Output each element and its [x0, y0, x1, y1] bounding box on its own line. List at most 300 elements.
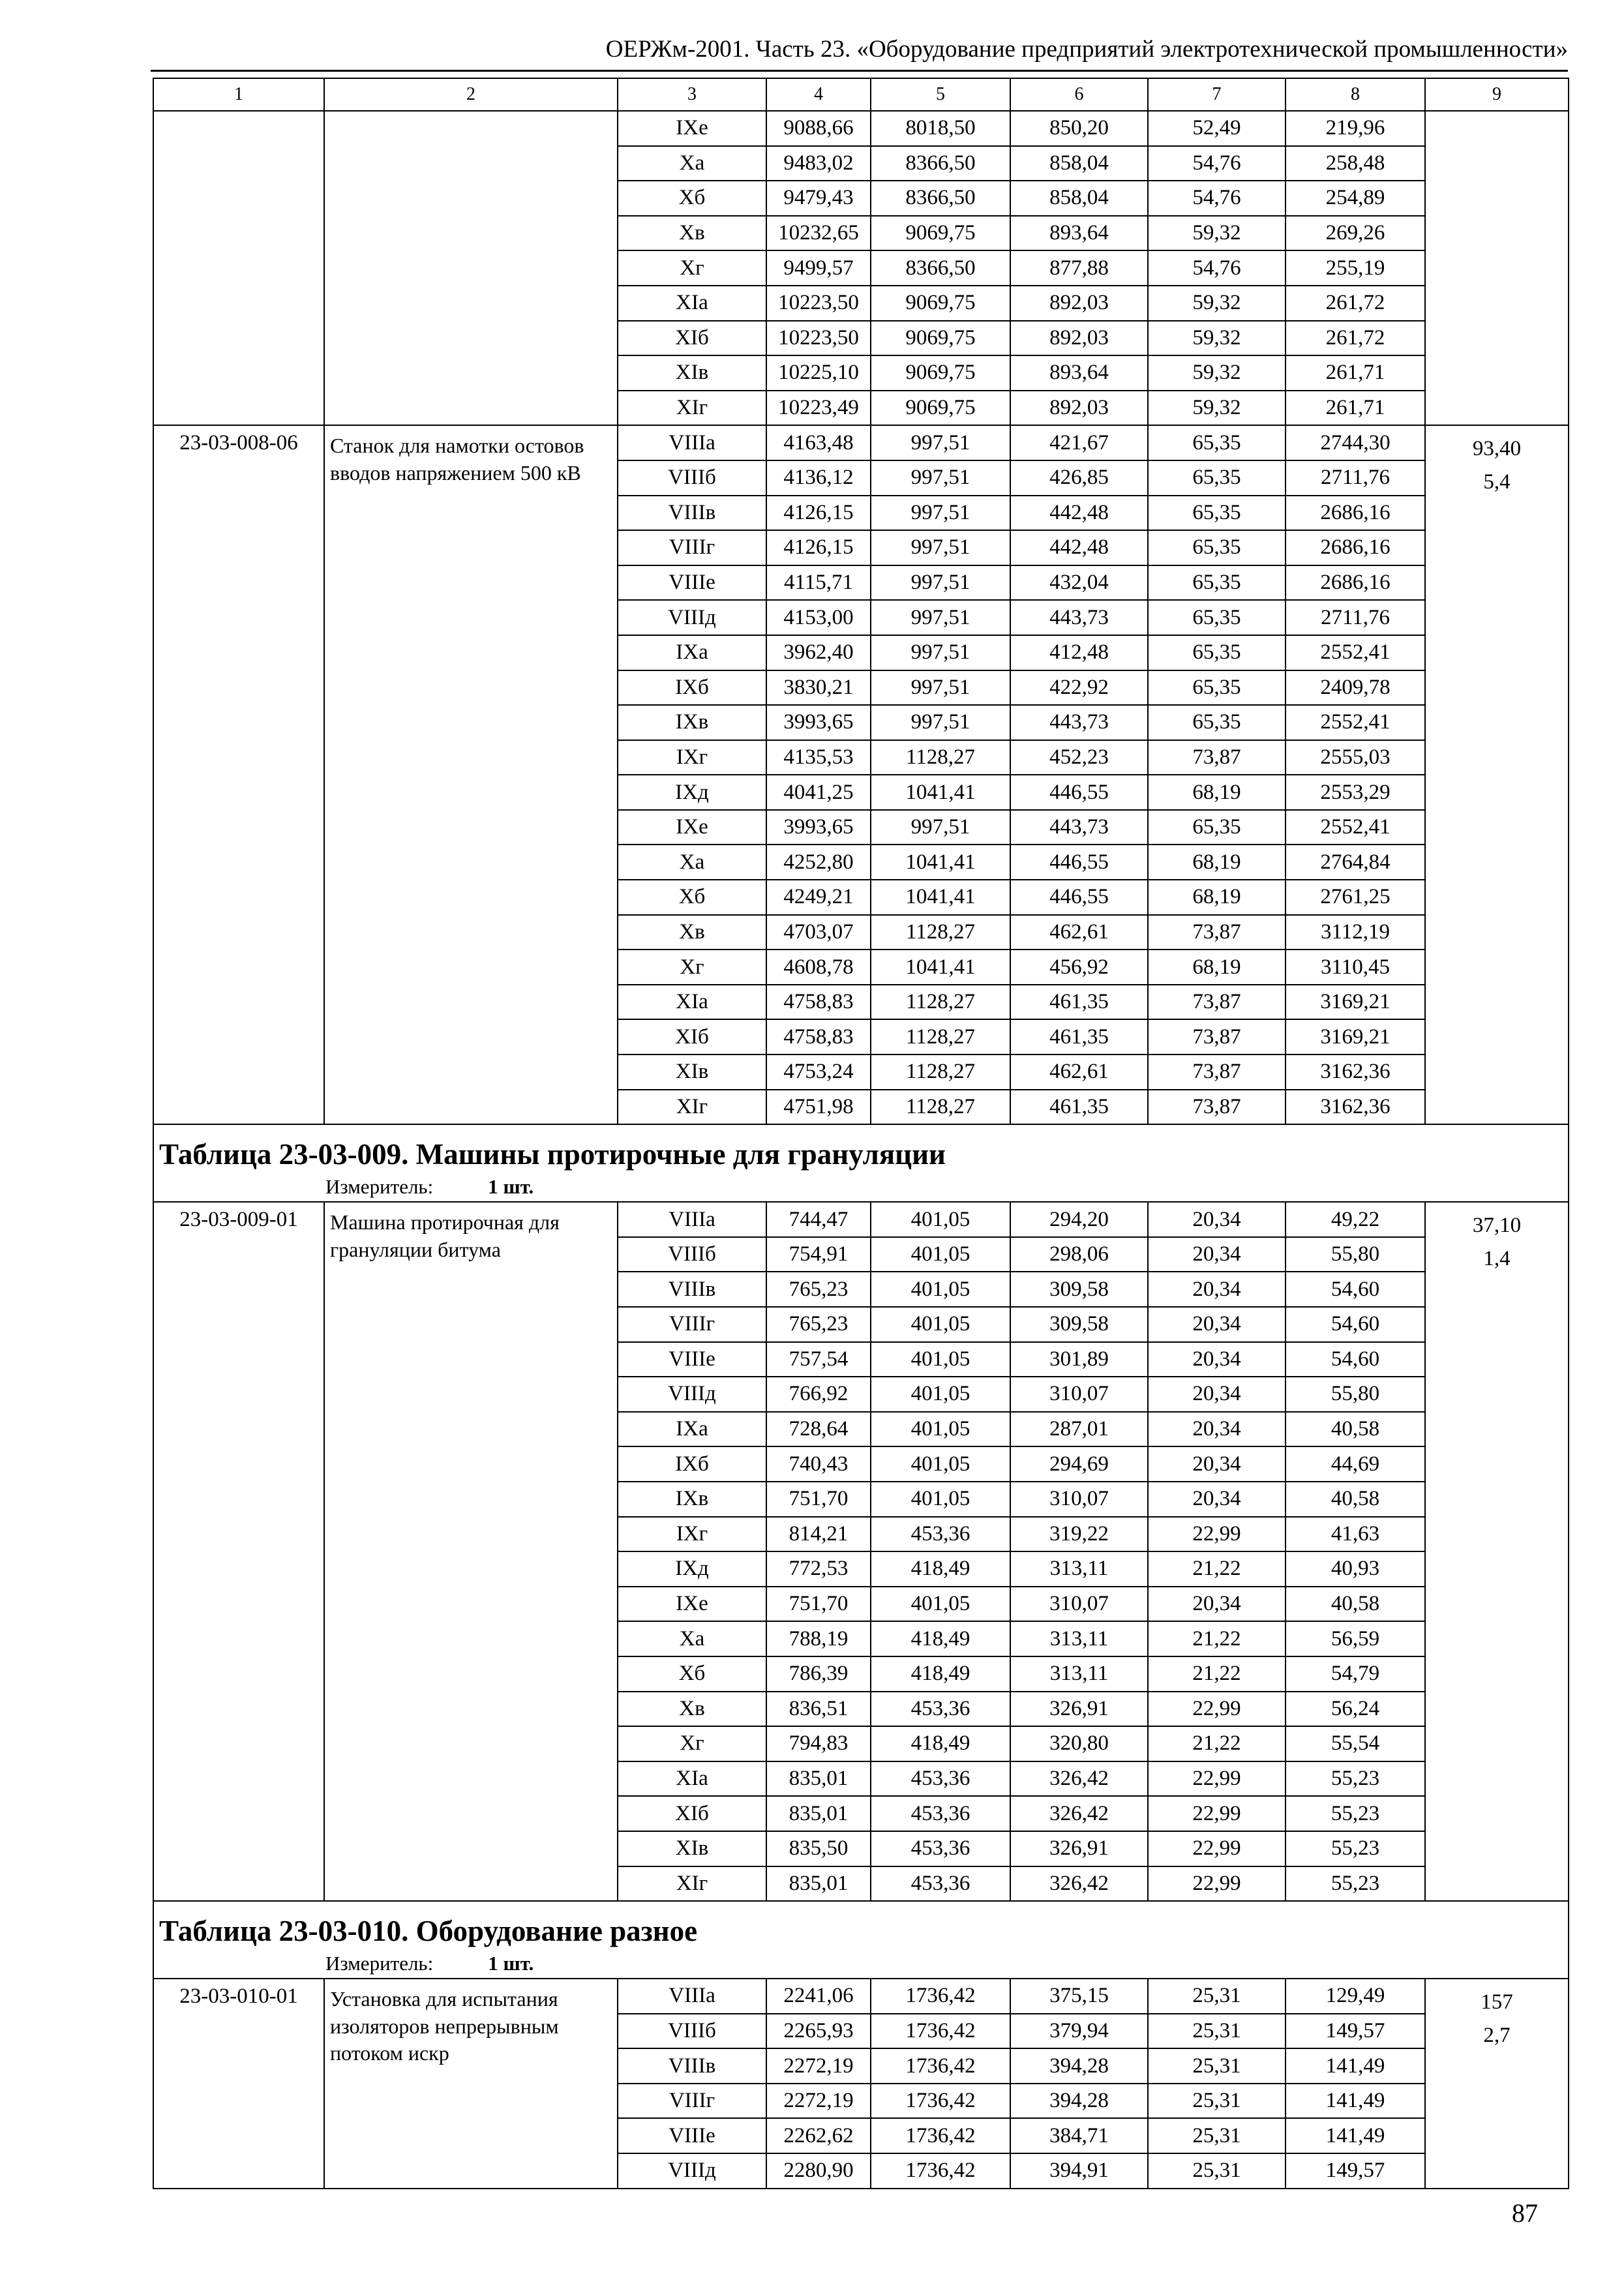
value-cell: 421,67: [1010, 425, 1148, 460]
value-cell: 65,35: [1148, 600, 1286, 635]
zone-cell: IXe: [618, 810, 766, 845]
value-cell: 21,22: [1148, 1656, 1286, 1692]
value-cell: 313,11: [1010, 1621, 1148, 1656]
value-cell: 320,80: [1010, 1726, 1148, 1761]
value-cell: 9069,75: [871, 286, 1010, 321]
zone-cell: XIб: [618, 321, 766, 356]
value-cell: 1736,42: [871, 2084, 1010, 2119]
column-number: 7: [1148, 78, 1286, 111]
zone-cell: VIIIб: [618, 1237, 766, 1272]
value-cell: 2686,16: [1286, 565, 1425, 601]
value-cell: 8018,50: [871, 111, 1010, 146]
value-cell: 997,51: [871, 565, 1010, 601]
value-cell: 877,88: [1010, 250, 1148, 286]
value-cell: 4753,24: [766, 1055, 871, 1090]
value-cell: 740,43: [766, 1446, 871, 1482]
value-cell: 25,31: [1148, 2153, 1286, 2189]
zone-cell: VIIIe: [618, 565, 766, 601]
zone-cell: IXд: [618, 1551, 766, 1587]
item-name: Станок для намотки остовов вводов напряжением 500 кВ: [324, 425, 618, 1124]
value-cell: 56,24: [1286, 1692, 1425, 1727]
zone-cell: XIг: [618, 391, 766, 426]
zone-cell: VIIIг: [618, 2084, 766, 2119]
zone-cell: IXe: [618, 111, 766, 146]
value-cell: 461,35: [1010, 1019, 1148, 1055]
value-cell: 54,60: [1286, 1272, 1425, 1307]
zone-cell: XIв: [618, 1831, 766, 1866]
value-cell: 219,96: [1286, 111, 1425, 146]
value-cell: 418,49: [871, 1656, 1010, 1692]
zone-cell: XIг: [618, 1090, 766, 1125]
zone-cell: VIIIб: [618, 460, 766, 496]
value-cell: 2272,19: [766, 2084, 871, 2119]
value-cell: 55,80: [1286, 1237, 1425, 1272]
zone-cell: IXб: [618, 670, 766, 706]
value-cell: 3162,36: [1286, 1055, 1425, 1090]
value-cell: 310,07: [1010, 1587, 1148, 1622]
column-number: 4: [766, 78, 871, 111]
value-cell: 4126,15: [766, 496, 871, 531]
value-cell: 309,58: [1010, 1272, 1148, 1307]
value-cell: 426,85: [1010, 460, 1148, 496]
value-cell: 287,01: [1010, 1412, 1148, 1447]
zone-cell: Xв: [618, 915, 766, 950]
value-cell: 22,99: [1148, 1866, 1286, 1902]
value-cell: 835,01: [766, 1761, 871, 1797]
page-number: 87: [1512, 2198, 1538, 2228]
value-cell: 401,05: [871, 1412, 1010, 1447]
page-header-title: ОЕРЖм-2001. Часть 23. «Оборудование предприятий электротехнической промышленности»: [605, 36, 1568, 63]
extra-value: 93,40: [1472, 437, 1522, 461]
value-cell: 836,51: [766, 1692, 871, 1727]
zone-cell: VIIIб: [618, 2014, 766, 2049]
value-cell: 893,64: [1010, 355, 1148, 391]
value-cell: 394,28: [1010, 2084, 1148, 2119]
value-cell: 22,99: [1148, 1517, 1286, 1552]
column-number: 1: [153, 78, 324, 111]
extra-value: 1,4: [1483, 1247, 1511, 1271]
zone-cell: VIIIa: [618, 1202, 766, 1237]
value-cell: 298,06: [1010, 1237, 1148, 1272]
value-cell: 401,05: [871, 1202, 1010, 1237]
value-cell: 22,99: [1148, 1831, 1286, 1866]
value-cell: 461,35: [1010, 1090, 1148, 1125]
zone-cell: XIa: [618, 985, 766, 1020]
value-cell: 1736,42: [871, 2153, 1010, 2189]
extra-value: 5,4: [1483, 470, 1511, 494]
value-cell: 1736,42: [871, 1979, 1010, 2014]
value-cell: 149,57: [1286, 2153, 1425, 2189]
zone-cell: Xв: [618, 1692, 766, 1727]
value-cell: 2552,41: [1286, 635, 1425, 670]
zone-cell: VIIIд: [618, 2153, 766, 2189]
value-cell: 835,01: [766, 1796, 871, 1831]
value-cell: 8366,50: [871, 250, 1010, 286]
value-cell: 269,26: [1286, 216, 1425, 251]
value-cell: 59,32: [1148, 355, 1286, 391]
value-cell: 394,91: [1010, 2153, 1148, 2189]
value-cell: 4163,48: [766, 425, 871, 460]
rates-table: [153, 78, 1569, 2189]
value-cell: 73,87: [1148, 1019, 1286, 1055]
value-cell: 20,34: [1148, 1307, 1286, 1342]
column-number-row: [153, 78, 1569, 111]
value-cell: 68,19: [1148, 775, 1286, 810]
value-cell: 2280,90: [766, 2153, 871, 2189]
value-cell: 1736,42: [871, 2048, 1010, 2084]
column-number: 3: [618, 78, 766, 111]
value-cell: 44,69: [1286, 1446, 1425, 1482]
value-cell: 375,15: [1010, 1979, 1148, 2014]
value-cell: 2272,19: [766, 2048, 871, 2084]
value-cell: 55,54: [1286, 1726, 1425, 1761]
zone-cell: IXв: [618, 705, 766, 740]
value-cell: 65,35: [1148, 810, 1286, 845]
value-cell: 21,22: [1148, 1551, 1286, 1587]
value-cell: 446,55: [1010, 775, 1148, 810]
value-cell: 20,34: [1148, 1482, 1286, 1517]
table-row: [153, 1202, 1569, 1237]
extra-value: 2,7: [1483, 2024, 1511, 2048]
value-cell: 129,49: [1286, 1979, 1425, 2014]
zone-cell: IXв: [618, 1482, 766, 1517]
value-cell: 394,28: [1010, 2048, 1148, 2084]
value-cell: 301,89: [1010, 1342, 1148, 1377]
zone-cell: IXб: [618, 1446, 766, 1482]
value-cell: 54,60: [1286, 1307, 1425, 1342]
value-cell: 10232,65: [766, 216, 871, 251]
value-cell: 765,23: [766, 1307, 871, 1342]
value-cell: 59,32: [1148, 321, 1286, 356]
value-cell: 55,23: [1286, 1831, 1425, 1866]
value-cell: 141,49: [1286, 2118, 1425, 2153]
value-cell: 462,61: [1010, 1055, 1148, 1090]
value-cell: 261,72: [1286, 286, 1425, 321]
table-row: [153, 111, 1569, 146]
value-cell: 4041,25: [766, 775, 871, 810]
value-cell: 456,92: [1010, 950, 1148, 985]
value-cell: 73,87: [1148, 915, 1286, 950]
value-cell: 68,19: [1148, 950, 1286, 985]
value-cell: 9088,66: [766, 111, 871, 146]
value-cell: 751,70: [766, 1587, 871, 1622]
column-number: 6: [1010, 78, 1148, 111]
unit-value: 1 шт.: [488, 1175, 534, 1199]
zone-cell: VIIIe: [618, 1342, 766, 1377]
value-cell: 326,91: [1010, 1831, 1148, 1866]
zone-cell: VIIIг: [618, 530, 766, 565]
column-number: 2: [324, 78, 618, 111]
value-cell: 10223,50: [766, 286, 871, 321]
value-cell: 326,42: [1010, 1761, 1148, 1797]
table-row: [153, 425, 1569, 460]
extra-values: [1425, 1202, 1569, 1901]
value-cell: 258,48: [1286, 146, 1425, 181]
value-cell: 313,11: [1010, 1551, 1148, 1587]
value-cell: 3162,36: [1286, 1090, 1425, 1125]
zone-cell: VIIIв: [618, 2048, 766, 2084]
value-cell: 2409,78: [1286, 670, 1425, 706]
value-cell: 2711,76: [1286, 460, 1425, 496]
section-unit-row: [153, 1172, 1569, 1202]
column-number: 9: [1425, 78, 1569, 111]
value-cell: 432,04: [1010, 565, 1148, 601]
value-cell: 1041,41: [871, 845, 1010, 880]
zone-cell: VIIIв: [618, 1272, 766, 1307]
value-cell: 4608,78: [766, 950, 871, 985]
value-cell: 1041,41: [871, 880, 1010, 915]
value-cell: 461,35: [1010, 985, 1148, 1020]
value-cell: 2686,16: [1286, 496, 1425, 531]
value-cell: 446,55: [1010, 845, 1148, 880]
value-cell: 59,32: [1148, 216, 1286, 251]
value-cell: 40,93: [1286, 1551, 1425, 1587]
value-cell: 55,23: [1286, 1866, 1425, 1902]
zone-cell: VIIIa: [618, 1979, 766, 2014]
value-cell: 20,34: [1148, 1446, 1286, 1482]
value-cell: 997,51: [871, 530, 1010, 565]
value-cell: 997,51: [871, 810, 1010, 845]
value-cell: 379,94: [1010, 2014, 1148, 2049]
value-cell: 313,11: [1010, 1656, 1148, 1692]
zone-cell: IXe: [618, 1587, 766, 1622]
table-row: [153, 1979, 1569, 2014]
value-cell: 772,53: [766, 1551, 871, 1587]
value-cell: 4126,15: [766, 530, 871, 565]
value-cell: 309,58: [1010, 1307, 1148, 1342]
value-cell: 54,60: [1286, 1342, 1425, 1377]
value-cell: 255,19: [1286, 250, 1425, 286]
value-cell: 1041,41: [871, 950, 1010, 985]
value-cell: 2761,25: [1286, 880, 1425, 915]
value-cell: 68,19: [1148, 845, 1286, 880]
value-cell: 21,22: [1148, 1726, 1286, 1761]
value-cell: 794,83: [766, 1726, 871, 1761]
column-number: 5: [871, 78, 1010, 111]
value-cell: 1041,41: [871, 775, 1010, 810]
value-cell: 4136,12: [766, 460, 871, 496]
value-cell: 401,05: [871, 1377, 1010, 1412]
value-cell: 65,35: [1148, 460, 1286, 496]
zone-cell: VIIIг: [618, 1307, 766, 1342]
value-cell: 3993,65: [766, 705, 871, 740]
value-cell: 4703,07: [766, 915, 871, 950]
extra-value: 37,10: [1472, 1214, 1522, 1238]
value-cell: 65,35: [1148, 496, 1286, 531]
unit-label: Измеритель:: [325, 1175, 434, 1199]
value-cell: 55,23: [1286, 1761, 1425, 1797]
value-cell: 21,22: [1148, 1621, 1286, 1656]
value-cell: 310,07: [1010, 1482, 1148, 1517]
value-cell: 4751,98: [766, 1090, 871, 1125]
value-cell: 892,03: [1010, 286, 1148, 321]
value-cell: 261,71: [1286, 355, 1425, 391]
value-cell: 25,31: [1148, 1979, 1286, 2014]
value-cell: 1128,27: [871, 1055, 1010, 1090]
value-cell: 2241,06: [766, 1979, 871, 2014]
value-cell: 1128,27: [871, 740, 1010, 775]
value-cell: 9483,02: [766, 146, 871, 181]
value-cell: 443,73: [1010, 810, 1148, 845]
value-cell: 384,71: [1010, 2118, 1148, 2153]
section-title-row: [153, 1124, 1569, 1172]
value-cell: 765,23: [766, 1272, 871, 1307]
value-cell: 59,32: [1148, 391, 1286, 426]
value-cell: 65,35: [1148, 530, 1286, 565]
value-cell: 326,42: [1010, 1866, 1148, 1902]
column-number: 8: [1286, 78, 1425, 111]
zone-cell: Xг: [618, 1726, 766, 1761]
value-cell: 40,58: [1286, 1412, 1425, 1447]
value-cell: 788,19: [766, 1621, 871, 1656]
value-cell: 401,05: [871, 1272, 1010, 1307]
value-cell: 310,07: [1010, 1377, 1148, 1412]
value-cell: 3169,21: [1286, 985, 1425, 1020]
value-cell: 2711,76: [1286, 600, 1425, 635]
item-name: [324, 111, 618, 425]
value-cell: 453,36: [871, 1761, 1010, 1797]
value-cell: 4115,71: [766, 565, 871, 601]
value-cell: 20,34: [1148, 1237, 1286, 1272]
value-cell: 442,48: [1010, 496, 1148, 531]
value-cell: 858,04: [1010, 146, 1148, 181]
value-cell: 4252,80: [766, 845, 871, 880]
value-cell: 149,57: [1286, 2014, 1425, 2049]
value-cell: 73,87: [1148, 985, 1286, 1020]
value-cell: 326,42: [1010, 1796, 1148, 1831]
value-cell: 835,50: [766, 1831, 871, 1866]
value-cell: 3962,40: [766, 635, 871, 670]
item-name: Установка для испытания изоляторов непрерывным потоком искр: [324, 1979, 618, 2189]
value-cell: 462,61: [1010, 915, 1148, 950]
value-cell: 754,91: [766, 1237, 871, 1272]
value-cell: 4758,83: [766, 1019, 871, 1055]
value-cell: 418,49: [871, 1551, 1010, 1587]
section-title-row: [153, 1901, 1569, 1949]
zone-cell: IXa: [618, 1412, 766, 1447]
value-cell: 3830,21: [766, 670, 871, 706]
value-cell: 294,20: [1010, 1202, 1148, 1237]
value-cell: 443,73: [1010, 600, 1148, 635]
value-cell: 997,51: [871, 425, 1010, 460]
value-cell: 20,34: [1148, 1587, 1286, 1622]
value-cell: 401,05: [871, 1307, 1010, 1342]
value-cell: 73,87: [1148, 1090, 1286, 1125]
value-cell: 4153,00: [766, 600, 871, 635]
value-cell: 728,64: [766, 1412, 871, 1447]
value-cell: 9479,43: [766, 181, 871, 216]
value-cell: 3112,19: [1286, 915, 1425, 950]
value-cell: 25,31: [1148, 2014, 1286, 2049]
value-cell: 4135,53: [766, 740, 871, 775]
zone-cell: IXг: [618, 1517, 766, 1552]
value-cell: 319,22: [1010, 1517, 1148, 1552]
value-cell: 453,36: [871, 1517, 1010, 1552]
zone-cell: IXд: [618, 775, 766, 810]
value-cell: 814,21: [766, 1517, 871, 1552]
value-cell: 20,34: [1148, 1412, 1286, 1447]
value-cell: 326,91: [1010, 1692, 1148, 1727]
zone-cell: IXa: [618, 635, 766, 670]
value-cell: 2764,84: [1286, 845, 1425, 880]
value-cell: 56,59: [1286, 1621, 1425, 1656]
item-code: 23-03-009-01: [153, 1202, 324, 1901]
value-cell: 59,32: [1148, 286, 1286, 321]
value-cell: 446,55: [1010, 880, 1148, 915]
value-cell: 422,92: [1010, 670, 1148, 706]
value-cell: 997,51: [871, 460, 1010, 496]
value-cell: 73,87: [1148, 740, 1286, 775]
value-cell: 2262,62: [766, 2118, 871, 2153]
value-cell: 9499,57: [766, 250, 871, 286]
item-code: 23-03-008-06: [153, 425, 324, 1124]
zone-cell: XIб: [618, 1019, 766, 1055]
zone-cell: XIв: [618, 1055, 766, 1090]
value-cell: 892,03: [1010, 321, 1148, 356]
value-cell: 10223,49: [766, 391, 871, 426]
value-cell: 997,51: [871, 635, 1010, 670]
value-cell: 261,72: [1286, 321, 1425, 356]
value-cell: 25,31: [1148, 2048, 1286, 2084]
value-cell: 1128,27: [871, 1090, 1010, 1125]
value-cell: 3993,65: [766, 810, 871, 845]
value-cell: 9069,75: [871, 391, 1010, 426]
value-cell: 20,34: [1148, 1272, 1286, 1307]
zone-cell: XIa: [618, 286, 766, 321]
value-cell: 3110,45: [1286, 950, 1425, 985]
zone-cell: Xб: [618, 181, 766, 216]
value-cell: 9069,75: [871, 321, 1010, 356]
zone-cell: Xa: [618, 845, 766, 880]
zone-cell: Xб: [618, 880, 766, 915]
value-cell: 1128,27: [871, 1019, 1010, 1055]
value-cell: 55,80: [1286, 1377, 1425, 1412]
value-cell: 65,35: [1148, 705, 1286, 740]
value-cell: 8366,50: [871, 181, 1010, 216]
zone-cell: Xг: [618, 250, 766, 286]
value-cell: 453,36: [871, 1796, 1010, 1831]
value-cell: 744,47: [766, 1202, 871, 1237]
value-cell: 452,23: [1010, 740, 1148, 775]
extra-values: [1425, 111, 1569, 425]
value-cell: 55,23: [1286, 1796, 1425, 1831]
unit-value: 1 шт.: [488, 1952, 534, 1975]
value-cell: 54,76: [1148, 181, 1286, 216]
zone-cell: Xг: [618, 950, 766, 985]
value-cell: 49,22: [1286, 1202, 1425, 1237]
value-cell: 443,73: [1010, 705, 1148, 740]
value-cell: 453,36: [871, 1866, 1010, 1902]
zone-cell: VIIIд: [618, 1377, 766, 1412]
value-cell: 442,48: [1010, 530, 1148, 565]
unit-label: Измеритель:: [325, 1952, 434, 1975]
value-cell: 401,05: [871, 1482, 1010, 1517]
item-name: Машина протирочная для грануляции битума: [324, 1202, 618, 1901]
value-cell: 294,69: [1010, 1446, 1148, 1482]
zone-cell: VIIIe: [618, 2118, 766, 2153]
value-cell: 22,99: [1148, 1761, 1286, 1797]
value-cell: 2553,29: [1286, 775, 1425, 810]
value-cell: 412,48: [1010, 635, 1148, 670]
value-cell: 786,39: [766, 1656, 871, 1692]
value-cell: 2555,03: [1286, 740, 1425, 775]
value-cell: 766,92: [766, 1377, 871, 1412]
value-cell: 20,34: [1148, 1342, 1286, 1377]
value-cell: 1736,42: [871, 2118, 1010, 2153]
value-cell: 4758,83: [766, 985, 871, 1020]
zone-cell: VIIIв: [618, 496, 766, 531]
value-cell: 73,87: [1148, 1055, 1286, 1090]
